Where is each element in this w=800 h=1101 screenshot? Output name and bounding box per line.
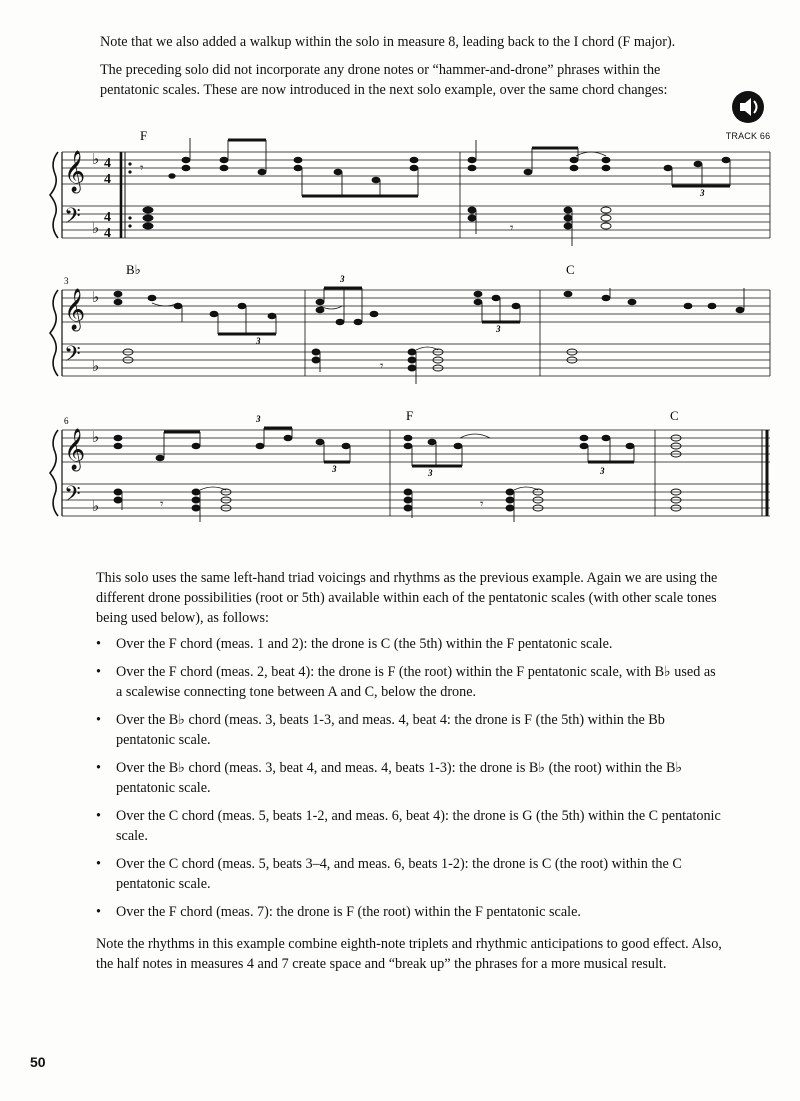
measure-number: 3 <box>64 276 69 286</box>
list-item: • Over the F chord (meas. 7): the drone is F (the root) within the F pentatonic scale. <box>96 902 724 922</box>
key-flat-icon: ♭ <box>92 152 100 168</box>
svg-text:𝄢: 𝄢 <box>64 482 81 512</box>
svg-text:4: 4 <box>104 156 111 171</box>
triplet-mark: 3 <box>332 464 337 474</box>
list-item: • Over the B♭ chord (meas. 3, beats 1-3, and meas. 4, beat 4: the drone is F (the 5th) within the Bb pentatonic scale. <box>96 710 724 750</box>
list-item: • Over the B♭ chord (meas. 3, beat 4, and meas. 4, beats 1-3): the drone is B♭ (the root) within the B♭ pentatonic scale. <box>96 758 724 798</box>
triplet-mark: 3 <box>256 336 261 346</box>
system-1-bass-staff <box>62 206 770 238</box>
svg-text:𝄾: 𝄾 <box>510 220 514 235</box>
svg-text:𝄾: 𝄾 <box>140 160 144 175</box>
svg-text:𝄞: 𝄞 <box>64 289 86 330</box>
svg-text:4: 4 <box>104 172 111 187</box>
triplet-mark: 3 <box>256 414 261 424</box>
svg-text:𝄞: 𝄞 <box>64 429 86 470</box>
bass-clef-icon: 𝄢 <box>64 204 81 234</box>
page-number: 50 <box>30 1054 46 1070</box>
chord-symbol: C <box>670 408 679 423</box>
svg-text:𝄢: 𝄢 <box>64 342 81 372</box>
chord-symbol: F <box>140 128 148 143</box>
svg-text:4: 4 <box>104 226 111 241</box>
triplet-mark: 3 <box>428 468 433 478</box>
svg-text:♭: ♭ <box>92 359 100 375</box>
chord-symbol: B♭ <box>126 262 141 277</box>
triplet-mark: 3 <box>496 324 501 334</box>
track-label: TRACK 66 <box>725 131 771 141</box>
svg-text:𝄾: 𝄾 <box>160 496 164 511</box>
closing-paragraph: Note the rhythms in this example combine eighth-note triplets and rhythmic anticipations to good effect. Also, the half notes in measures 4 and 7 create space and “break up” the phrases for a more musical result. <box>96 936 722 972</box>
list-item: • Over the C chord (meas. 5, beats 3–4, and meas. 6, beats 1-2): the drone is C (the root) within the C pentatonic scale. <box>96 854 724 894</box>
chord-symbol: F <box>406 408 414 423</box>
svg-text:𝄾: 𝄾 <box>480 496 484 511</box>
treble-clef-icon: 𝄞 <box>64 151 86 192</box>
triplet-mark: 3 <box>340 274 345 284</box>
svg-text:♭: ♭ <box>92 290 100 306</box>
triplet-mark: 3 <box>600 466 605 476</box>
chord-symbol: C <box>566 262 575 277</box>
intro-line-2: The preceding solo did not incorporate any drone notes or “hammer-and-drone” phrases within the pentatonic scales. These are now introduced in the next solo example, over the same chord changes: <box>100 62 668 98</box>
triplet-mark: 3 <box>700 188 705 198</box>
list-item: • Over the F chord (meas. 1 and 2): the drone is C (the 5th) within the F pentatonic scale. <box>96 634 724 654</box>
svg-text:𝄾: 𝄾 <box>380 358 384 373</box>
system-3-bass-staff <box>62 484 770 516</box>
body-paragraph: This solo uses the same left-hand triad voicings and rhythms as the previous example. Again we are using the different drone possibilities (root or 5th) available within each of the pentatonic scales (with other scale tones being used below), as follows: <box>96 570 718 626</box>
list-item: • Over the C chord (meas. 5, beats 1-2, and meas. 6, beat 4): the drone is G (the 5th) within the C pentatonic scale. <box>96 806 724 846</box>
system-3-treble-staff <box>62 430 770 462</box>
svg-text:4: 4 <box>104 210 111 225</box>
svg-text:♭: ♭ <box>92 430 100 446</box>
svg-text:♭: ♭ <box>92 499 100 515</box>
intro-line-1: Note that we also added a walkup within the solo in measure 8, leading back to the I chord (F major). <box>100 34 676 50</box>
list-item: • Over the F chord (meas. 2, beat 4): the drone is F (the root) within the F pentatonic scale, with B♭ used as a scalewise connecting tone between A and C, below the drone. <box>96 662 724 702</box>
svg-text:♭: ♭ <box>92 221 100 237</box>
drone-list <box>96 634 724 930</box>
measure-number: 6 <box>64 416 69 426</box>
